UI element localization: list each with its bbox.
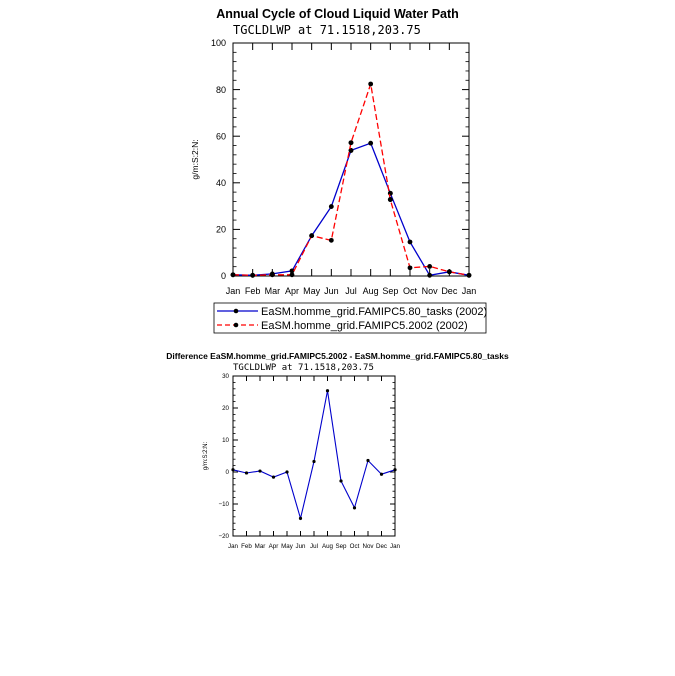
y-tick-label: 0: [220, 271, 226, 282]
x-tick-label: Feb: [241, 543, 252, 550]
legend-label-2: EaSM.homme_grid.FAMIPC5.2002 (2002): [261, 320, 468, 332]
series-2-point: [270, 272, 275, 277]
y-tick-label: −10: [218, 501, 229, 509]
x-tick-label: Jul: [345, 286, 357, 296]
series-1-point: [245, 471, 248, 474]
series-1-point: [299, 517, 302, 520]
y-tick-label: 0: [225, 469, 229, 477]
x-tick-label: Mar: [264, 286, 281, 296]
series-2-point: [408, 265, 413, 270]
series-2-point: [231, 272, 236, 277]
series-1-point: [339, 479, 342, 482]
series-1-point: [368, 141, 373, 146]
x-tick-label: Jan: [225, 286, 241, 296]
y-tick-label: 60: [215, 131, 226, 142]
series-1-point: [326, 389, 329, 392]
series-1-point: [408, 240, 413, 245]
x-tick-label: Mar: [254, 543, 266, 550]
series-line-2: [233, 84, 469, 275]
series-2-point: [368, 82, 373, 87]
series-1-point: [388, 191, 393, 196]
x-tick-label: Jan: [228, 543, 238, 550]
series-1-point: [285, 470, 288, 473]
difference-chart-title: Difference EaSM.homme_grid.FAMIPC5.2002 - EaSM.homme_grid.FAMIPC5.80_tasks: [166, 351, 509, 361]
series-2-point: [250, 273, 255, 278]
difference-chart-subtitle: TGCLDLWP at 71.1518,203.75: [233, 363, 374, 373]
series-1-point: [427, 273, 432, 278]
series-1-point: [380, 473, 383, 476]
series-1-point: [272, 476, 275, 479]
y-tick-label: 20: [222, 405, 229, 413]
legend-label-1: EaSM.homme_grid.FAMIPC5.80_tasks (2002): [261, 306, 488, 318]
plot-frame: [233, 376, 395, 536]
x-tick-label: Aug: [362, 286, 379, 296]
x-tick-label: Feb: [244, 286, 261, 296]
series-1-point: [231, 468, 234, 471]
y-tick-label: 10: [222, 437, 229, 445]
y-tick-label: 80: [215, 84, 226, 95]
y-tick-label: 40: [215, 177, 226, 188]
chart-title: Annual Cycle of Cloud Liquid Water Path: [216, 7, 459, 21]
series-2-point: [467, 273, 472, 278]
x-tick-label: Sep: [382, 286, 399, 296]
y-tick-label: −20: [218, 533, 229, 541]
series-2-point: [329, 238, 334, 243]
series-1-point: [312, 460, 315, 463]
y-tick-label: 100: [210, 38, 226, 49]
x-tick-label: Oct: [349, 543, 360, 550]
series-2-point: [290, 272, 295, 277]
x-tick-label: Jan: [461, 286, 477, 296]
series-2-point: [349, 140, 354, 145]
x-tick-label: Nov: [362, 543, 374, 550]
series-2-point: [447, 269, 452, 274]
y-tick-label: 30: [222, 373, 229, 381]
legend-swatch-marker-2: [234, 323, 239, 328]
series-1-point: [393, 468, 396, 471]
x-tick-label: Oct: [402, 286, 418, 296]
series-2-point: [388, 197, 393, 202]
x-tick-label: Jul: [310, 543, 318, 550]
x-tick-label: Sep: [335, 543, 347, 550]
x-tick-label: Apr: [284, 286, 300, 296]
chart-subtitle: TGCLDLWP at 71.1518,203.75: [233, 23, 421, 37]
series-1-point: [353, 506, 356, 509]
x-tick-label: Apr: [268, 543, 279, 550]
x-tick-label: May: [281, 543, 293, 550]
x-tick-label: Dec: [441, 286, 458, 296]
series-line-1: [233, 391, 395, 519]
x-tick-label: Dec: [375, 543, 388, 550]
x-tick-label: Jan: [390, 543, 400, 550]
plot-frame: [233, 43, 469, 276]
x-tick-label: Aug: [321, 543, 334, 550]
series-1-point: [258, 469, 261, 472]
series-2-point: [427, 264, 432, 269]
legend-swatch-marker-1: [234, 309, 239, 314]
x-tick-label: Jun: [295, 543, 306, 550]
series-line-1: [233, 143, 469, 275]
series-1-point: [329, 204, 334, 209]
series-1-point: [366, 459, 369, 462]
x-tick-label: Jun: [324, 286, 339, 296]
y-tick-label: 20: [215, 224, 226, 235]
y-axis-label: g/m:S:2:N:: [203, 441, 209, 471]
x-tick-label: May: [303, 286, 321, 296]
x-tick-label: Nov: [421, 286, 438, 296]
y-axis-label: g/m:S:2:N:: [190, 139, 200, 180]
series-2-point: [309, 233, 314, 238]
